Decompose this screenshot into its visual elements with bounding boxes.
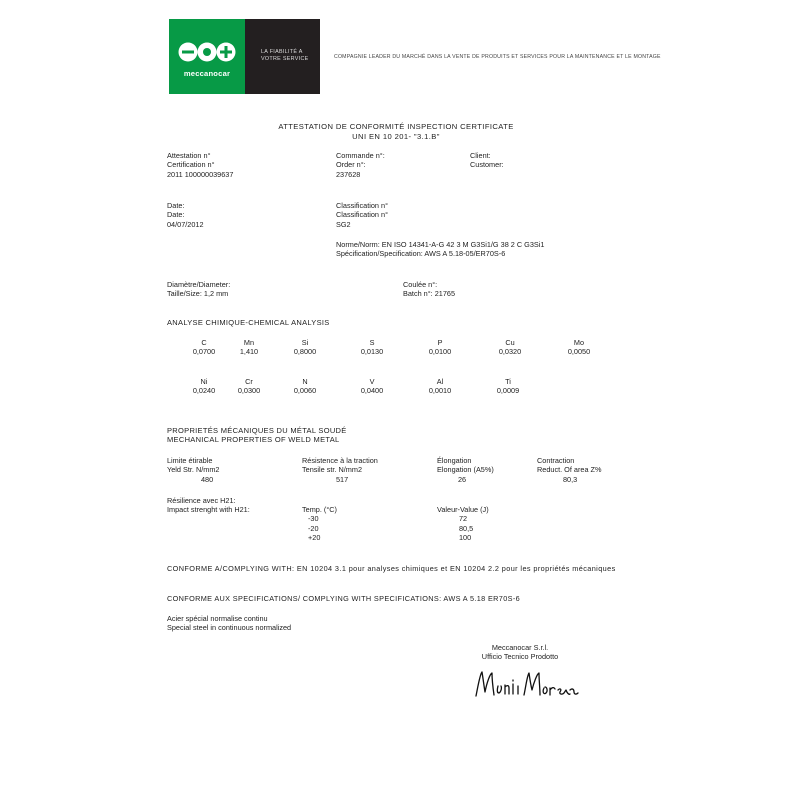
chem-cell: Al 0,0010: [428, 377, 452, 396]
document-title: ATTESTATION DE CONFORMITÉ INSPECTION CERTIFICATE UNI EN 10 201- "3.1.B": [278, 122, 514, 141]
chem-cell: N 0,0060: [293, 377, 317, 396]
classification-block: Classification n° Classification n° SG2: [336, 201, 388, 229]
impact-temp-column: Temp. (°C) -30 -20 +20: [302, 505, 337, 543]
tensile-strength: Résistence à la traction Tensile str. N/mm2 517: [302, 456, 378, 484]
date-value: 04/07/2012: [167, 219, 204, 229]
chem-cell: Ni 0,0240: [192, 377, 216, 396]
steel-note: Acier spécial normalise continu Special steel in continuous normalized: [167, 614, 292, 633]
impact-value-column: Valeur-Value (J) 72 80,5 100: [437, 505, 489, 543]
client-block: Client: Customer:: [470, 151, 504, 170]
diameter-size: Taille/Size: 1,2 mm: [167, 289, 229, 299]
logo-panel: [169, 19, 245, 94]
specification-statement: CONFORME AUX SPECIFICATIONS/ COMPLYING WITH SPECIFICATIONS: AWS A 5.18 ER70S-6: [167, 594, 521, 603]
order-block: Commande n°: Order n°: 237628: [336, 151, 385, 179]
batch-block: Coulée n°: Batch n°: 21765: [403, 280, 456, 299]
chem-cell: Si 0,8000: [293, 338, 317, 357]
diameter-block: Diamètre/Diameter: Taille/Size: 1,2 mm: [167, 280, 231, 299]
logo-wordmark: meccanocar: [183, 69, 231, 78]
attestation-block: Attestation n° Certification n° 2011 100000039637: [167, 151, 234, 179]
handwritten-signature: [470, 668, 582, 702]
chem-cell: S 0,0130: [360, 338, 384, 357]
chem-cell: Ti 0,0009: [496, 377, 520, 396]
chem-cell: Cr 0,0300: [237, 377, 261, 396]
batch-number: Batch n°: 21765: [403, 289, 456, 299]
company-slogan: COMPAGNIE LEADER DU MARCHÉ DANS LA VENTE DE PRODUITS ET SERVICES POUR LA MAINTENANCE ET LE MONTAGE: [334, 54, 661, 60]
attestation-number: 2011 100000039637: [167, 169, 234, 179]
chem-cell: Cu 0,0320: [498, 338, 522, 357]
classification-value: SG2: [336, 219, 351, 229]
chem-cell: Mn 1,410: [239, 338, 259, 357]
chem-cell: C 0,0700: [192, 338, 216, 357]
order-number: 237628: [336, 169, 361, 179]
conformity-statement: CONFORME A/COMPLYING WITH: EN 10204 3.1 pour analyses chimiques et EN 10204 2.2 pour les propriétés mécaniques: [167, 564, 616, 573]
elongation: Élongation Elongation (A5%) 26: [437, 456, 494, 484]
yield-strength: Limite étirable Yeld Str. N/mm2 480: [167, 456, 220, 484]
chemical-heading: ANALYSE CHIMIQUE-CHEMICAL ANALYSIS: [167, 318, 330, 327]
contraction: Contraction Reduct. Of area Z% 80,3: [537, 456, 602, 484]
mechanical-heading: PROPRIETÉS MÉCANIQUES DU MÉTAL SOUDÉ MECHANICAL PROPERTIES OF WELD METAL: [167, 426, 347, 445]
chem-cell: Mo 0,0050: [567, 338, 591, 357]
tagline-panel: [245, 19, 320, 94]
impact-label: Résilience avec H21: Impact strenght with H21:: [167, 496, 250, 515]
norm-block: Norme/Norm: EN ISO 14341-A-G 42 3 M G3Si1/G 38 2 C G3Si1 Spécification/Specification: AWS A 5.18-05/ER70S-6: [336, 240, 545, 259]
logo-emblem-icon: [177, 41, 237, 63]
tagline: LA FIABILITÉ A VOTRE SERVICE: [261, 49, 309, 62]
signatory-block: Meccanocar S.r.l. Ufficio Tecnico Prodotto: [481, 643, 559, 662]
date-block: Date: Date: 04/07/2012: [167, 201, 204, 229]
chem-cell: V 0,0400: [360, 377, 384, 396]
chem-cell: P 0,0100: [428, 338, 452, 357]
